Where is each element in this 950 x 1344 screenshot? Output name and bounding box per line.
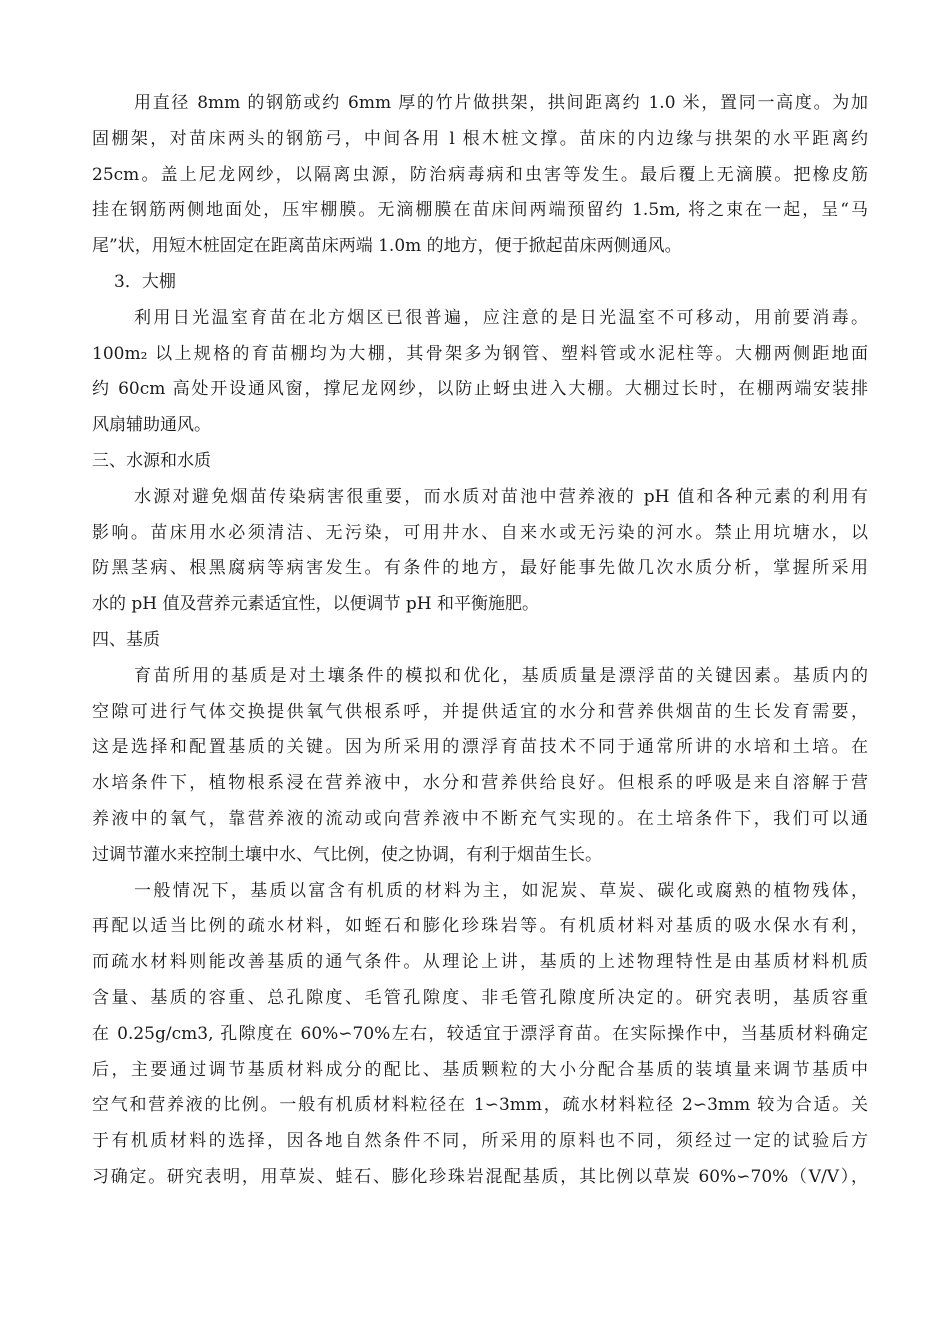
text-line: 约 60cm 高处开设通风窗，撑尼龙网纱，以防止蚜虫进入大棚。大棚过长时，在棚两端安装排 bbox=[92, 379, 868, 400]
text-line: 水培条件下，植物根系浸在营养液中，水分和营养供给良好。但根系的呼吸是来自溶解于营 bbox=[92, 773, 868, 794]
text-line: 于有机质材料的选择，因各地自然条件不同，所采用的原料也不同，须经过一定的试验后方 bbox=[92, 1131, 868, 1152]
text-line: 用直径 8mm 的钢筋或约 6mm 厚的竹片做拱架，拱间距离约 1.0 米，置同一高度。为加 bbox=[134, 93, 868, 113]
text-line: 在 0.25g/cm3, 孔隙度在 60%∽70%左右，较适宜于漂浮育苗。在实际操作中，当基质材料确定 bbox=[92, 1023, 868, 1044]
text-line: 100m₂ 以上规格的育苗棚均为大棚，其骨架多为钢管、塑料管或水泥柱等。大棚两侧距地面 bbox=[92, 343, 868, 364]
text-line: 过调节灌水来控制土壤中水、气比例，使之协调，有利于烟苗生长。 bbox=[92, 844, 602, 865]
paragraph-water bbox=[92, 480, 868, 623]
text-line: 固棚架，对苗床两头的钢筋弓，中间各用 l 根木桩文撑。苗床的内边缘与拱架的水平距离约 bbox=[92, 128, 868, 149]
text-line: 空隙可进行气体交换提供氧气供根系呼，并提供适宜的水分和营养供烟苗的生长发育需要， bbox=[92, 701, 868, 722]
text-line: 水的 pH 值及营养元素适宜性，以便调节 pH 和平衡施肥。 bbox=[92, 594, 540, 615]
text-line: 水源对避免烟苗传染病害很重要，而水质对苗池中营养液的 pH 值和各种元素的利用有 bbox=[134, 486, 868, 507]
text-line: 习确定。研究表明，用草炭、蛙石、膨化珍珠岩混配基质，其比例以草炭 60%∽70%（V/V）， bbox=[92, 1166, 868, 1187]
paragraph-arch-frame bbox=[92, 86, 868, 265]
text-line: 防黑茎病、根黑腐病等病害发生。有条件的地方，最好能事先做几次水质分析，掌握所采用 bbox=[92, 558, 868, 579]
text-line: 影响。苗床用水必须清洁、无污染，可用井水、自来水或无污染的河水。禁止用坑塘水，以 bbox=[92, 522, 868, 543]
text-line: 而疏水材料则能改善基质的通气条件。从理论上讲，基质的上述物理特性是由基质材料机质 bbox=[92, 952, 868, 973]
paragraph-substrate-intro bbox=[92, 659, 868, 874]
paragraph-greenhouse bbox=[92, 301, 868, 444]
document-page bbox=[92, 86, 868, 1196]
text-line: 含量、基质的容重、总孔隙度、毛管孔隙度、非毛管孔隙度所决定的。研究表明，基质容重 bbox=[92, 987, 868, 1008]
text-line: 育苗所用的基质是对土壤条件的模拟和优化，基质质量是漂浮苗的关键因素。基质内的 bbox=[134, 665, 868, 686]
text-line: 挂在钢筋两侧地面处，压牢棚膜。无滴棚膜在苗床间两端预留约 1.5m, 将之束在一起，呈“马 bbox=[92, 200, 868, 221]
section-heading-substrate: 四、基质 bbox=[92, 629, 160, 650]
text-line: 利用日光温室育苗在北方烟区已很普遍，应注意的是日光温室不可移动，用前要消毒。 bbox=[134, 307, 868, 328]
text-line: 后，主要通过调节基质材料成分的配比、基质颗粒的大小分配合基质的装填量来调节基质中 bbox=[92, 1059, 868, 1080]
text-line: 这是选择和配置基质的关键。因为所采用的漂浮育苗技术不同于通常所讲的水培和土培。在 bbox=[92, 737, 868, 758]
text-line: 25cm。盖上尼龙网纱，以隔离虫源，防治病毒病和虫害等发生。最后覆上无滴膜。把橡皮筋 bbox=[92, 164, 868, 185]
text-line: 养液中的氧气，靠营养液的流动或向营养液中不断充气实现的。在土培条件下，我们可以通 bbox=[92, 808, 868, 829]
text-line: 尾”状，用短木桩固定在距离苗床两端 1.0m 的地方，便于掀起苗床两侧通风。 bbox=[92, 236, 682, 257]
subheading-greenhouse: 3．大棚 bbox=[114, 271, 176, 292]
text-line: 空气和营养液的比例。一般有机质材料粒径在 1∽3mm，疏水材料粒径 2∽3mm 较为合适。关 bbox=[92, 1095, 868, 1116]
paragraph-substrate-materials bbox=[92, 874, 868, 1196]
text-line: 再配以适当比例的疏水材料，如蛭石和膨化珍珠岩等。有机质材料对基质的吸水保水有利， bbox=[92, 916, 868, 937]
text-line: 风扇辅助通风。 bbox=[92, 415, 211, 436]
text-line: 一般情况下，基质以富含有机质的材料为主，如泥炭、草炭、碳化或腐熟的植物残体， bbox=[134, 880, 868, 901]
section-heading-water: 三、水源和水质 bbox=[92, 450, 211, 471]
